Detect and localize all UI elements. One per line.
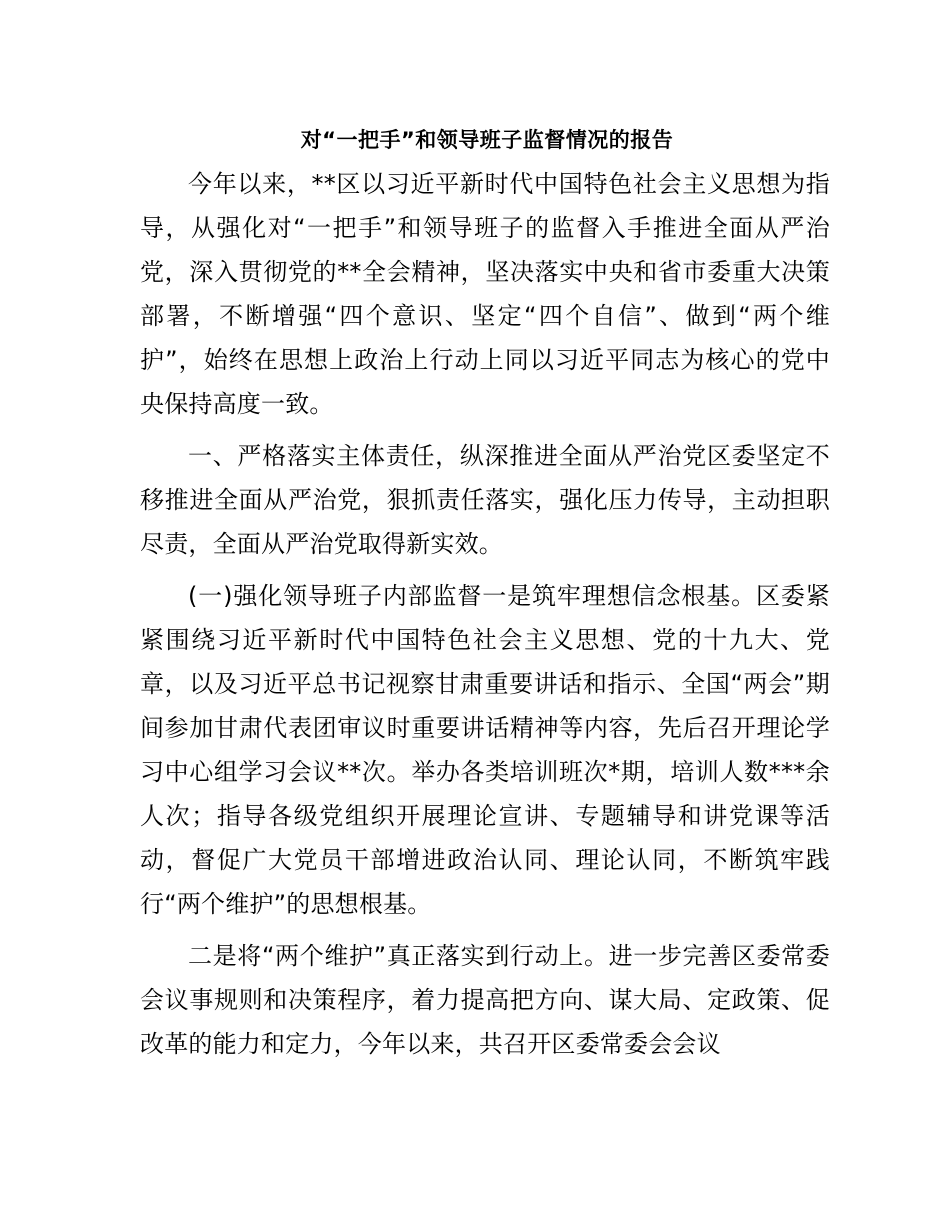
- document-title: 对“一把手”和领导班子监督情况的报告: [300, 128, 674, 152]
- paragraph-point-two: 二是将“两个维护”真正落实到行动上。进一步完善区委常委会议事规则和决策程序，着力提高把方向、谋大局、定政策、促改革的能力和定力，今年以来，共召开区委常委会会议: [140, 942, 830, 1058]
- document-page: [140, 118, 830, 1066]
- paragraph-gap: [140, 566, 830, 574]
- paragraph-section-one: 一、严格落实主体责任，纵深推进全面从严治党区委坚定不移推进全面从严治党，狠抓责任落实，强化压力传导，主动担职尽责，全面从严治党取得新实效。: [140, 442, 830, 558]
- paragraph-subsection-one: (一)强化领导班子内部监督一是筑牢理想信念根基。区委紧紧围绕习近平新时代中国特色社会主义思想、党的十九大、党章，以及习近平总书记视察甘肃重要讲话和指示、全国“两会”期间参加甘肃代表团审议时重要讲话精神等内容，先后召开理论学习中心组学习会议**次。举办各类培训班次*期，培训人数***余人次；指导各级党组织开展理论宣讲、专题辅导和讲党课等活动，督促广大党员干部增进政治认同、理论认同，不断筑牢践行“两个维护”的思想根基。: [140, 582, 830, 918]
- paragraph-gap: [140, 426, 830, 434]
- paragraph-gap: [140, 926, 830, 934]
- paragraph-intro: 今年以来，**区以习近平新时代中国特色社会主义思想为指导，从强化对“一把手”和领导班子的监督入手推进全面从严治党，深入贯彻党的**全会精神，坚决落实中央和省市委重大决策部署，不断增强“四个意识、坚定“四个自信”、做到“两个维护”，始终在思想上政治上行动上同以习近平同志为核心的党中央保持高度一致。: [140, 170, 830, 418]
